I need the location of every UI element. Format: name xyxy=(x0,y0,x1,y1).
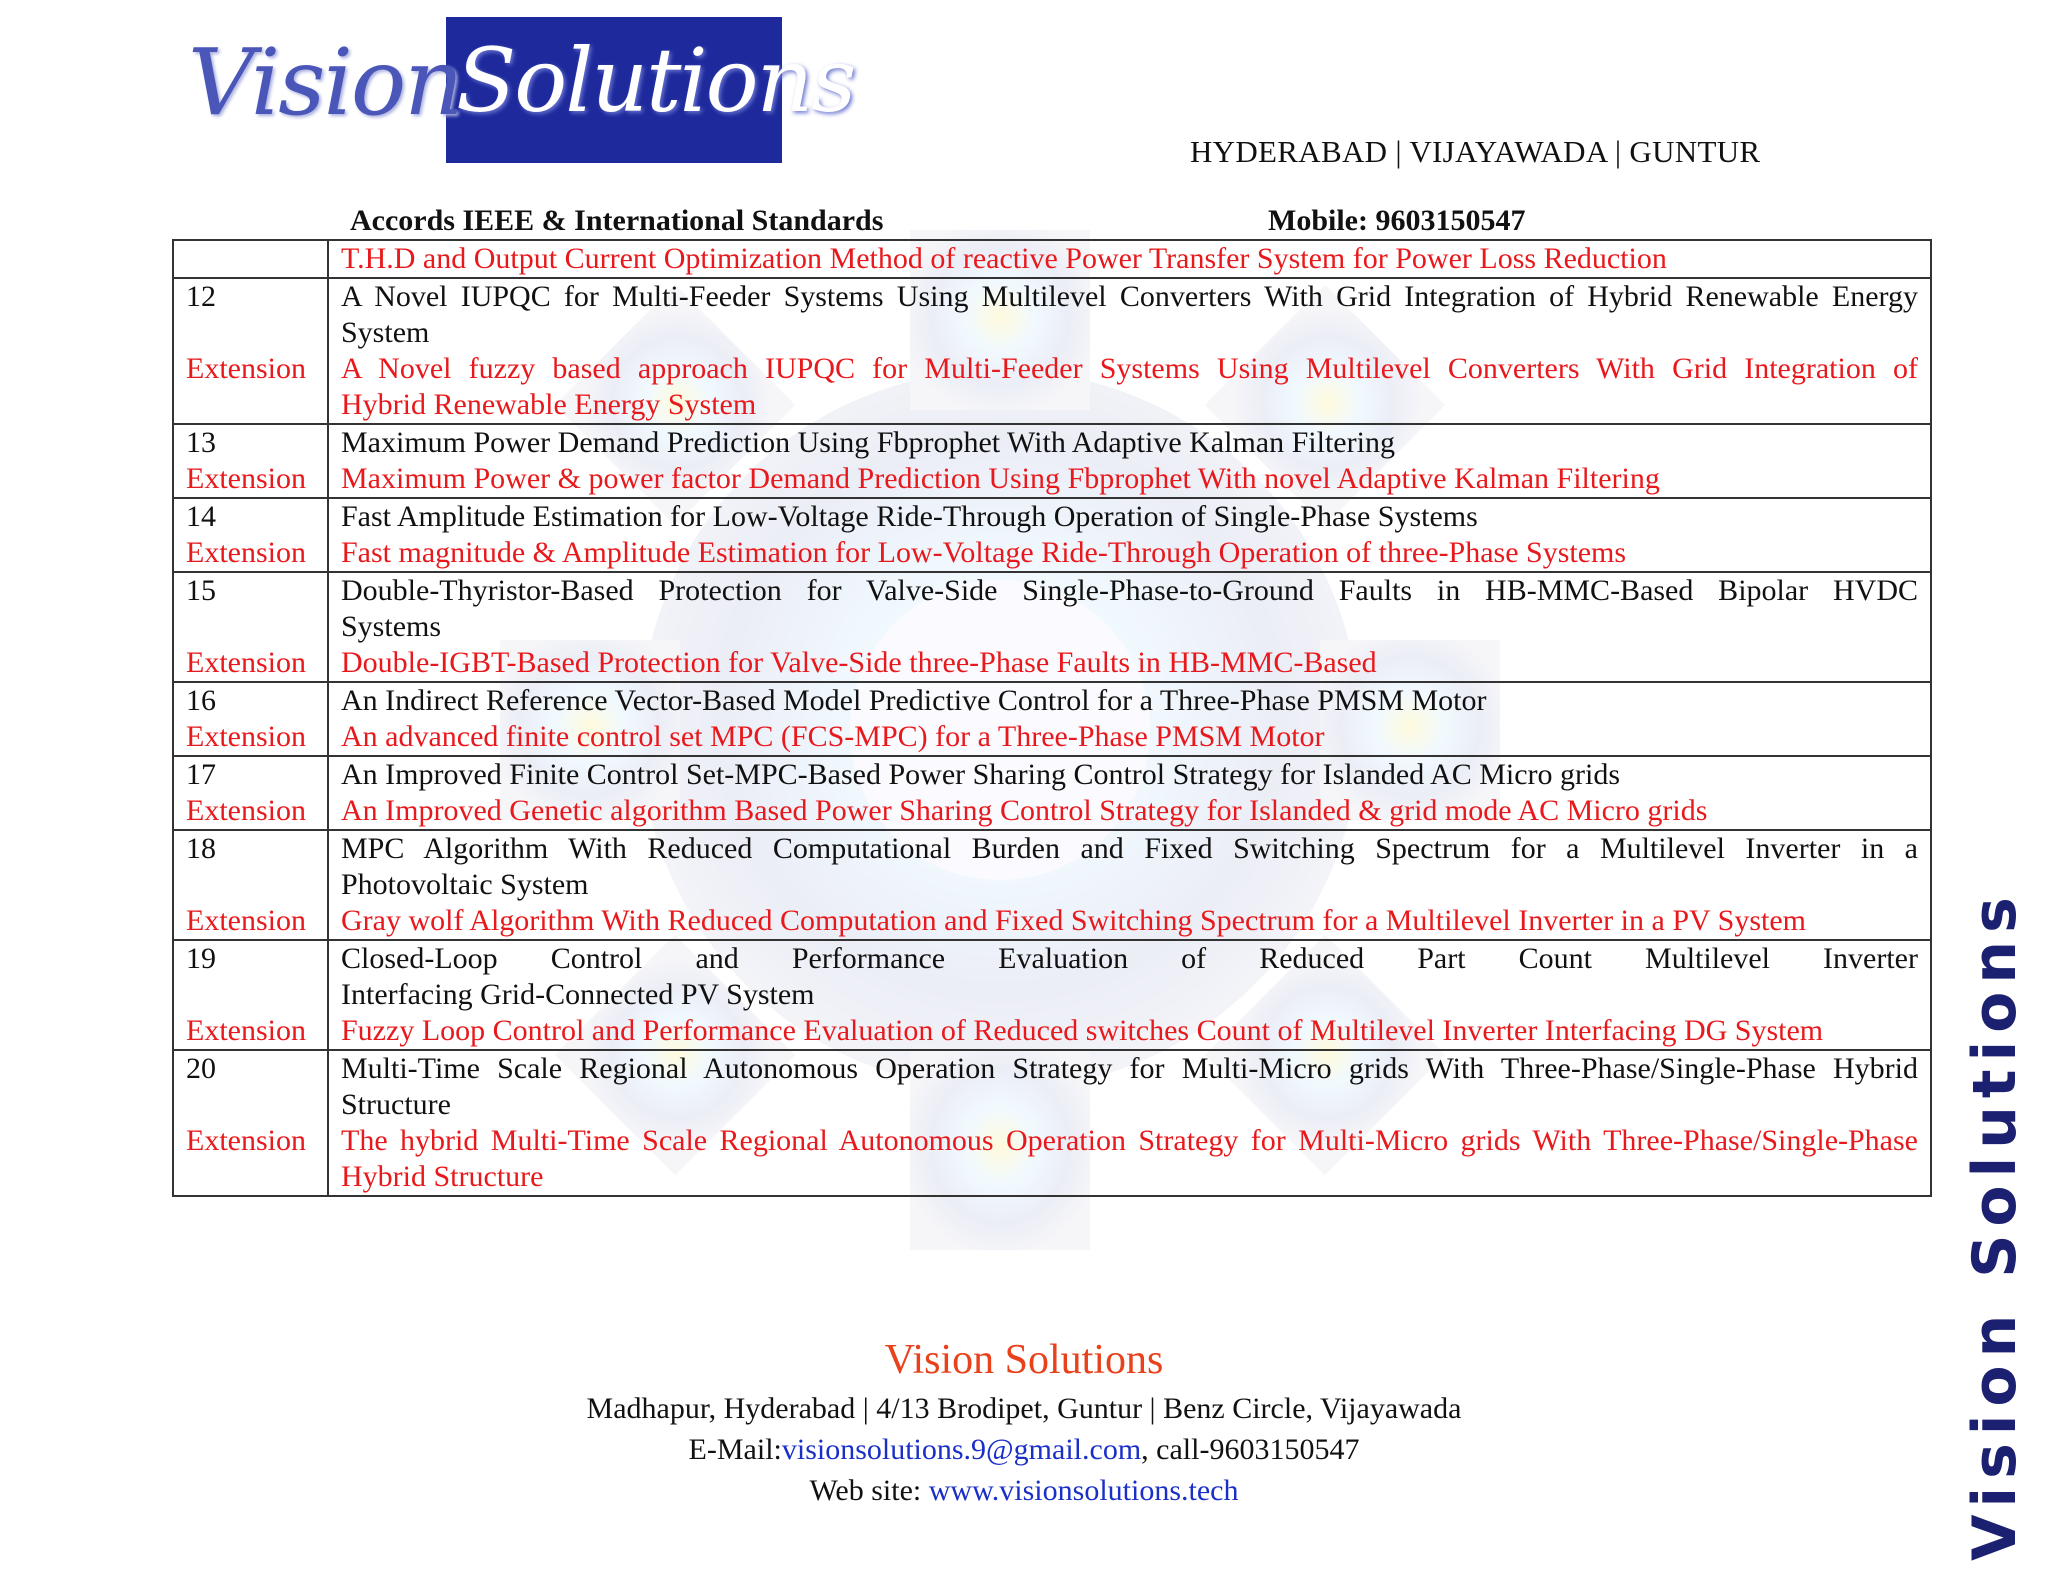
extension-label: Extension xyxy=(186,720,306,753)
extension-label: Extension xyxy=(186,794,306,827)
extension-label: Extension xyxy=(186,904,306,937)
vision-solutions-logo xyxy=(188,17,855,163)
accords-heading: Accords IEEE & International Standards xyxy=(350,204,884,237)
extension-title xyxy=(341,903,1918,939)
extension-title-line: Maximum Power & power factor Demand Prediction Using Fbprophet With novel Adaptive Kalman Filtering xyxy=(341,462,1660,495)
table-row xyxy=(173,830,1931,940)
row-number-cell xyxy=(173,572,328,682)
extension-title-line: Hybrid Structure xyxy=(341,1160,544,1193)
extension-title xyxy=(341,1013,1918,1049)
row-number-cell xyxy=(173,830,328,940)
call-text: , call-9603150547 xyxy=(1141,1433,1360,1466)
description-cell xyxy=(328,572,1931,682)
cities-line: HYDERABAD | VIJAYAWADA | GUNTUR xyxy=(1190,134,1761,169)
row-number: 14 xyxy=(186,500,216,533)
base-title-line: Systems xyxy=(341,610,442,643)
extension-title xyxy=(341,793,1918,829)
extension-label: Extension xyxy=(186,1124,306,1157)
extension-title-line: Fast magnitude & Amplitude Estimation for Low-Voltage Ride-Through Operation of three-Phase Systems xyxy=(341,536,1627,569)
spacer xyxy=(186,609,315,645)
extension-title-line: Fuzzy Loop Control and Performance Evaluation of Reduced switches Count of Multilevel Inverter Interfacing DG System xyxy=(341,1014,1824,1047)
row-number: 18 xyxy=(186,832,216,865)
row-number-cell xyxy=(173,682,328,756)
logo-word-vision: Vision xyxy=(188,29,462,136)
row-number-cell xyxy=(173,278,328,424)
table-row xyxy=(173,572,1931,682)
row-number: 16 xyxy=(186,684,216,717)
base-title-line: MPC Algorithm With Reduced Computational Burden and Fixed Switching Spectrum for a Multilevel Inverter in a xyxy=(341,832,1918,865)
footer-website xyxy=(0,1474,2048,1508)
row-number: 13 xyxy=(186,426,216,459)
row-number: 15 xyxy=(186,574,216,607)
base-title-line: Structure xyxy=(341,1088,451,1121)
email-link[interactable]: visionsolutions.9@gmail.com xyxy=(781,1433,1142,1466)
email-label: E-Mail: xyxy=(688,1433,782,1466)
extension-label: Extension xyxy=(186,462,306,495)
row-number-cell xyxy=(173,498,328,572)
side-brand-text: Vision Solutions xyxy=(1960,889,2030,1561)
extension-title-line: An advanced finite control set MPC (FCS-MPC) for a Three-Phase PMSM Motor xyxy=(341,720,1325,753)
spacer xyxy=(186,867,315,903)
footer-title: Vision Solutions xyxy=(884,1337,1164,1383)
base-title xyxy=(341,499,1918,535)
row-number-cell xyxy=(173,756,328,830)
row-number-cell xyxy=(173,240,328,278)
row-number-cell xyxy=(173,940,328,1050)
extension-title xyxy=(341,1123,1918,1195)
table-row xyxy=(173,278,1931,424)
extension-title-line: Double-IGBT-Based Protection for Valve-Side three-Phase Faults in HB-MMC-Based xyxy=(341,646,1377,679)
table-row xyxy=(173,240,1931,278)
footer-address: Madhapur, Hyderabad | 4/13 Brodipet, Guntur | Benz Circle, Vijayawada xyxy=(586,1392,1462,1425)
description-cell xyxy=(328,278,1931,424)
extension-title xyxy=(341,645,1918,681)
spacer xyxy=(186,977,315,1013)
base-title-line: Photovoltaic System xyxy=(341,868,589,901)
extension-title xyxy=(341,351,1918,423)
extension-title xyxy=(341,719,1918,755)
extension-title-line: Hybrid Renewable Energy System xyxy=(341,388,757,421)
table-row xyxy=(173,756,1931,830)
base-title xyxy=(341,1051,1918,1123)
mobile-number: Mobile: 9603150547 xyxy=(1268,204,1526,237)
description-cell xyxy=(328,682,1931,756)
description-cell xyxy=(328,830,1931,940)
table-row xyxy=(173,498,1931,572)
description-cell xyxy=(328,498,1931,572)
table-row xyxy=(173,1050,1931,1196)
base-title-line: A Novel IUPQC for Multi-Feeder Systems Using Multilevel Converters With Grid Integration of Hybrid Renewable Energy xyxy=(341,280,1918,313)
base-title-line: Multi-Time Scale Regional Autonomous Operation Strategy for Multi-Micro grids With Three-Phase/Single-Phase Hybrid xyxy=(341,1052,1918,1085)
extension-label: Extension xyxy=(186,646,306,679)
description-cell xyxy=(328,424,1931,498)
description-cell xyxy=(328,940,1931,1050)
description-cell xyxy=(328,1050,1931,1196)
spacer xyxy=(186,1087,315,1123)
extension-title-line: Gray wolf Algorithm With Reduced Computation and Fixed Switching Spectrum for a Multilevel Inverter in a PV System xyxy=(341,904,1806,937)
base-title-line: Double-Thyristor-Based Protection for Valve-Side Single-Phase-to-Ground Faults in HB-MMC-Based Bipolar HVDC xyxy=(341,574,1918,607)
website-link[interactable]: www.visionsolutions.tech xyxy=(928,1474,1239,1507)
extension-title-line: The hybrid Multi-Time Scale Regional Autonomous Operation Strategy for Multi-Micro grids With Three-Phase/Single-Phase xyxy=(341,1124,1918,1157)
base-title xyxy=(341,425,1918,461)
logo-word-solutions: Solutions xyxy=(456,29,855,132)
extension-label: Extension xyxy=(186,1014,306,1047)
extension-title xyxy=(341,461,1918,497)
extension-title xyxy=(341,535,1918,571)
table-row xyxy=(173,424,1931,498)
base-title-line: Maximum Power Demand Prediction Using Fbprophet With Adaptive Kalman Filtering xyxy=(341,426,1395,459)
row-number: 19 xyxy=(186,942,216,975)
footer-contact xyxy=(0,1433,2048,1467)
extension-title-line: A Novel fuzzy based approach IUPQC for Multi-Feeder Systems Using Multilevel Converters With Grid Integration of xyxy=(341,352,1918,385)
row-number-cell xyxy=(173,1050,328,1196)
description-cell xyxy=(328,756,1931,830)
table-row xyxy=(173,682,1931,756)
base-title-line: Closed-Loop Control and Performance Evaluation of Reduced Part Count Multilevel Inverter xyxy=(341,942,1918,975)
base-title-line: Fast Amplitude Estimation for Low-Voltage Ride-Through Operation of Single-Phase Systems xyxy=(341,500,1478,533)
base-title xyxy=(341,941,1918,1013)
extension-label: Extension xyxy=(186,352,306,385)
base-title-line: System xyxy=(341,316,430,349)
extension-label: Extension xyxy=(186,536,306,569)
base-title xyxy=(341,683,1918,719)
row-number: 12 xyxy=(186,280,216,313)
base-title-line: An Indirect Reference Vector-Based Model Predictive Control for a Three-Phase PMSM Motor xyxy=(341,684,1487,717)
base-title-line: Interfacing Grid-Connected PV System xyxy=(341,978,815,1011)
table-row xyxy=(173,940,1931,1050)
spacer xyxy=(186,315,315,351)
row-number-cell xyxy=(173,424,328,498)
base-title xyxy=(341,573,1918,645)
extension-title-line: An Improved Genetic algorithm Based Power Sharing Control Strategy for Islanded & grid mode AC Micro grids xyxy=(341,794,1708,827)
project-table xyxy=(172,239,1932,1197)
base-title xyxy=(341,757,1918,793)
continuation-cell: T.H.D and Output Current Optimization Method of reactive Power Transfer System for Power Loss Reduction xyxy=(328,240,1931,278)
website-label: Web site: xyxy=(809,1474,929,1507)
row-number: 20 xyxy=(186,1052,216,1085)
base-title-line: An Improved Finite Control Set-MPC-Based Power Sharing Control Strategy for Islanded AC Micro grids xyxy=(341,758,1621,791)
base-title xyxy=(341,279,1918,351)
row-number: 17 xyxy=(186,758,216,791)
base-title xyxy=(341,831,1918,903)
